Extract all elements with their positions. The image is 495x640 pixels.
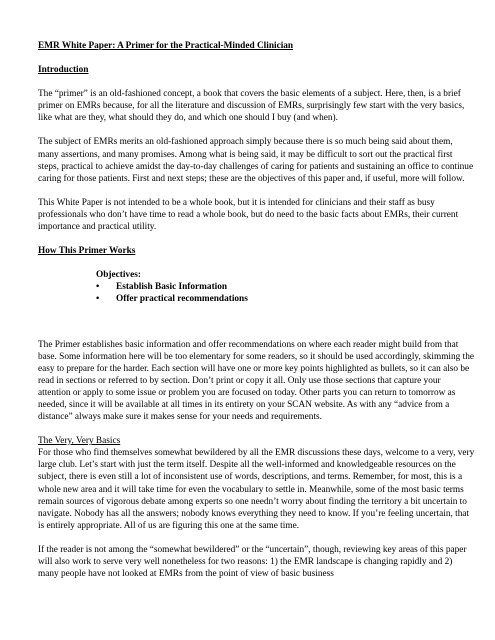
list-item (96, 293, 475, 305)
basics-paragraph-2: If the reader is not among the “somewhat bewildered” or the “uncertain”, though, reviewing key areas of this paper will also work to serve very well nonetheless for two reasons: 1) the EMR landscape is changing rapidly and 2) many people have not looked at EMRs from the point of view of basic business (38, 544, 467, 580)
objectives-label: Objectives: (96, 270, 141, 281)
list-item (96, 281, 475, 293)
how-paragraph-1: The Primer establishes basic information and offer recommendations on where each reader might build from that base. Some information here will be too elementary for some readers, so it should be used accordingly, skimming the easy to prepare for the harder. Each section will have one or more key points highlighted as bullets, so it can also be read in sections or referred to by section. Don’t print or copy it all. Only use those sections that capture your attention or apply to some issue or problem you are focused on today. Other parts you can return to tomorrow as needed, since it will be available at all times in its entirety on your SCAN website. As with any “advice from a distance” always make sure it makes sense for your needs and requirements. (38, 339, 474, 423)
document-title: EMR White Paper: A Primer for the Practical-Minded Clinician (38, 41, 294, 51)
objectives-block (96, 269, 475, 305)
bullet-icon: • (96, 294, 100, 305)
basics-paragraph-1: For those who find themselves somewhat bewildered by all the EMR discussions these days, welcome to a very, very large club. Let’s start with just the term itself. Despite all the well-informed and knowledgeable resources on the subject, there is even still a lot of inconsistent use of words, descriptions, and terms. Remember, for most, this is a whole new area and it will take time for even the vocabulary to settle in. Meanwhile, some of the most basic terms remain sources of vigorous debate among experts so one needn’t worry about finding the territory a bit uncertain to navigate. Nobody has all the answers; nobody knows everything they need to know. If you’re feeling uncertain, that is entirely appropriate. All of us are figuring this one at the same time. (38, 448, 475, 531)
introduction-heading: Introduction (38, 65, 89, 76)
intro-paragraph-2: The subject of EMRs merits an old-fashioned approach simply because there is so much being said about them, many assertions, and many promises. Among what is being said, it may be difficult to sort out the practical first steps, practical to achieve amidst the day-to-day challenges of caring for patients and sustaining an office to continue caring for those patients. First and next steps; these are the objectives of this paper and, if useful, more will follow. (38, 137, 474, 184)
very-basics-heading: The Very, Very Basics (38, 436, 121, 447)
intro-paragraph-3: This White Paper is not intended to be a whole book, but it is intended for clinicians and their staff as busy professionals who don’t have time to read a whole book, but do need to the basic facts about EMRs, their current importance and practical utility. (38, 197, 459, 233)
how-primer-works-heading: How This Primer Works (38, 246, 136, 257)
objective-text: Offer practical recommendations (116, 294, 248, 305)
objectives-list (96, 281, 475, 305)
intro-paragraph-1: The “primer” is an old-fashioned concept, a book that covers the basic elements of a subject. Here, then, is a brief primer on EMRs because, for all the literature and discussion of EMRs, surprisingly few start with the very basics, like what are they, what should they do, and which one should I buy (and when). (38, 89, 465, 124)
objective-text: Establish Basic Information (116, 282, 228, 293)
bullet-icon: • (96, 282, 100, 293)
